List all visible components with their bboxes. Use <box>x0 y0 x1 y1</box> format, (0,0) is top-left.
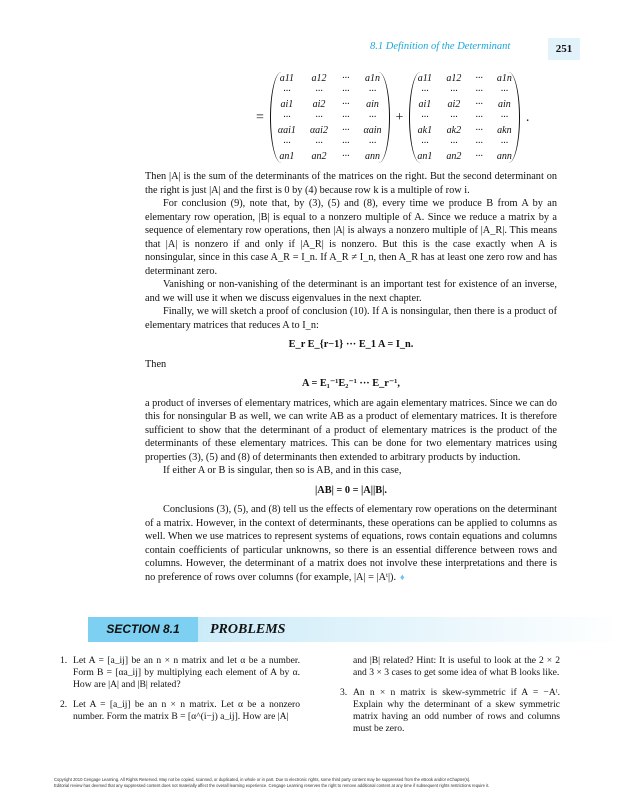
paragraph: Vanishing or non-vanishing of the determinant is an important test for existence of an inverse, and we will use it when we discuss eigenvalues in the next chapter. <box>145 279 557 304</box>
section-label: SECTION 8.1 <box>88 617 198 642</box>
matrix-equation <box>250 72 535 163</box>
matrix-entry: an1 <box>417 151 433 162</box>
matrix-entry: ··· <box>421 112 429 123</box>
paragraph: a product of inverses of elementary matrices, which are again elementary matrices. Since we can do this for nonsingular B as well, we can write AB as a product of elementary matrices. It is therefore sufficient to show that the determinant of a product of elementary matrices is the product of the determinants of these elementary matrices. This can be done for two elementary matrices using properties (3), (5) and (8) of determinants then extended to arbitrary products by induction. <box>145 397 557 463</box>
matrix-entry: ··· <box>475 138 483 149</box>
matrix-entry: a11 <box>279 73 295 84</box>
matrix-entry: ··· <box>421 86 429 97</box>
matrix-entry: ··· <box>283 86 291 97</box>
matrix-entry: a12 <box>446 73 462 84</box>
matrix-entry: ··· <box>315 138 323 149</box>
matrix-entry: ··· <box>500 138 509 149</box>
body-text <box>145 170 557 584</box>
paragraph: Then <box>145 358 167 370</box>
end-of-section-diamond-icon: ♦ <box>400 571 405 582</box>
matrix-entry: ··· <box>421 138 429 149</box>
matrix-entry: ··· <box>315 112 323 123</box>
matrix-entry: ··· <box>500 86 509 97</box>
right-matrix <box>409 72 520 163</box>
problem-item-continued <box>340 655 560 679</box>
matrix-entry: a1n <box>496 73 512 84</box>
matrix-entry: ··· <box>341 112 350 123</box>
period: . <box>525 109 530 125</box>
paragraph: If either A or B is singular, then so is AB, and in this case, <box>163 465 402 476</box>
paragraph: For conclusion (9), note that, by (3), (5) and (8), every time we produce B from A by an elementary row operation, |B| is equal to a nonzero multiple of A. Since we reduce a matrix by a sequence of elementary row operations, then |A| is always a nonzero multiple of |A_R|. This means that |A| is nonzero if and only if |A_R| is nonzero. But this is the case exactly when A is nonsingular, since in this case A_R = I_n. If A_R ≠ I_n, then A_R has at least one zero row and has determinant zero. <box>145 198 557 277</box>
matrix-entry: ··· <box>283 138 291 149</box>
matrix-entry: an2 <box>446 151 462 162</box>
problem-number: 2. <box>60 699 68 710</box>
paragraph: Then |A| is the sum of the determinants of the matrices on the right. But the second determinant on the right is just |A| and the first is 0 by (4) because row k is a multiple of row i. <box>145 171 557 196</box>
matrix-entry: ak1 <box>417 125 433 136</box>
matrix-entry: ann <box>496 151 512 162</box>
matrix-entry: ··· <box>341 73 350 84</box>
matrix-entry: ai1 <box>418 99 432 110</box>
matrix-entry: ··· <box>450 112 458 123</box>
matrix-entry: ··· <box>500 112 509 123</box>
problem-number <box>340 655 353 679</box>
left-matrix <box>270 72 390 163</box>
problems-right-column <box>340 655 560 743</box>
matrix-entry: ··· <box>283 112 291 123</box>
matrix-entry: ··· <box>341 125 350 136</box>
problem-text: An n × n matrix is skew-symmetric if A = −Aᵗ. Explain why the determinant of a skew symmetric matrix having an odd number of rows and columns must be zero. <box>353 687 560 734</box>
matrix-entry: a12 <box>311 73 327 84</box>
matrix-entry: ai2 <box>447 99 461 110</box>
display-equation: |AB| = 0 = |A||B|. <box>315 484 387 496</box>
problem-number: 3. <box>340 687 348 698</box>
problem-number: 1. <box>60 655 68 666</box>
page-number: 251 <box>548 38 580 60</box>
problems-title: PROBLEMS <box>210 622 286 637</box>
problem-item <box>60 699 300 723</box>
matrix-entry: ··· <box>450 138 458 149</box>
matrix-entry: ak2 <box>446 125 462 136</box>
matrix-entry: ··· <box>368 112 377 123</box>
matrix-entry: akn <box>497 125 512 136</box>
matrix-entry: ··· <box>475 125 483 136</box>
display-equation: E_r E_{r−1} ··· E_1 A = I_n. <box>288 339 414 350</box>
problem-text: Let A = [a_ij] be an n × n matrix and let α be a number. Form B = [αa_ij] by multiplying each element of A by α. How are |A| and |B| related? <box>73 655 300 690</box>
matrix-entry: ai1 <box>280 99 294 110</box>
matrix-entry: ann <box>364 151 380 162</box>
matrix-entry: an2 <box>311 151 327 162</box>
matrix-entry: a11 <box>417 73 433 84</box>
matrix-entry: ain <box>366 99 379 110</box>
problem-text: Let A = [a_ij] be an n × n matrix. Let α be a nonzero number. Form the matrix B = [α^(i−j) a_ij]. How are |A| <box>73 699 300 722</box>
paragraph: Finally, we will sketch a proof of conclusion (10). If A is nonsingular, then there is a product of elementary matrices that reduces A to I_n: <box>145 306 557 331</box>
matrix-entry: ··· <box>475 99 483 110</box>
matrix-entry: ··· <box>341 99 350 110</box>
matrix-entry: ··· <box>475 73 483 84</box>
copyright-footer <box>54 777 574 789</box>
problems-left-column <box>60 655 300 731</box>
matrix-entry: ain <box>498 99 511 110</box>
matrix-entry: ··· <box>368 138 377 149</box>
matrix-entry: ··· <box>368 86 377 97</box>
matrix-entry: ··· <box>341 86 350 97</box>
running-title: 8.1 Definition of the Determinant <box>370 41 511 52</box>
paragraph-text: Conclusions (3), (5), and (8) tell us the effects of elementary row operations on the determinant of a matrix. However, in the context of determinants, these operations can be applied to columns as well. When we use matrices to represent systems of equations, rows contain equations and columns contain coefficients of particular unknowns, so there is an essential difference between rows and columns. However, the determinant of a matrix does not involve these interpretations and there is no preference of rows over columns (for example, |A| = |Aᵗ|). <box>145 504 557 583</box>
matrix-entry: ··· <box>315 86 323 97</box>
problem-text: and |B| related? Hint: It is useful to look at the 2 × 2 and 3 × 3 cases to get some idea of what B looks like. <box>353 655 560 678</box>
problem-item <box>340 687 560 735</box>
matrix-entry: ··· <box>341 138 350 149</box>
paragraph <box>145 503 557 584</box>
equals-sign: = <box>256 109 264 125</box>
matrix-entry: αai1 <box>277 125 296 136</box>
plus-sign: + <box>395 109 404 125</box>
footer-line: Copyright 2010 Cengage Learning. All Rights Reserved. May not be copied, scanned, or duplicated, in whole or in part. Due to electronic rights, some third party content may be suppressed from the eBook and/or eChapter(s). <box>54 777 471 782</box>
matrix-entry: a1n <box>364 73 380 84</box>
matrix-entry: αain <box>363 125 382 136</box>
matrix-entry: ··· <box>475 151 483 162</box>
display-equation: A = E₁⁻¹E₂⁻¹ ··· E_r⁻¹, <box>302 378 400 389</box>
matrix-entry: ··· <box>475 86 483 97</box>
matrix-entry: ··· <box>341 151 350 162</box>
matrix-entry: an1 <box>279 151 295 162</box>
footer-line: Editorial review has deemed that any suppressed content does not materially affect the overall learning experience. Cengage Learning reserves the right to remove additional content at any time if subsequent rights restrictions require it. <box>54 783 490 788</box>
matrix-entry: ai2 <box>312 99 326 110</box>
matrix-entry: αai2 <box>309 125 328 136</box>
matrix-entry: ··· <box>475 112 483 123</box>
problem-item <box>60 655 300 691</box>
matrix-entry: ··· <box>450 86 458 97</box>
